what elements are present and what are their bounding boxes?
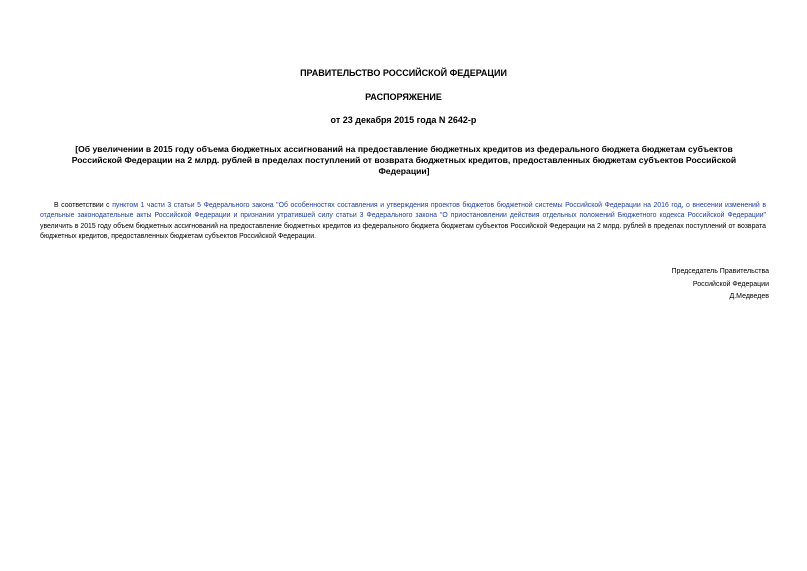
document-date: от 23 декабря 2015 года N 2642-р [330, 115, 477, 125]
signature-block [672, 266, 769, 304]
signature-position: Председатель Правительства [671, 268, 769, 275]
body-suffix: увеличить в 2015 году объем бюджетных ассигнований на предоставление бюджетных кредитов из федерального бюджета бюджетам субъектов Российской Федерации на 2 млрд. рублей в пределах поступлений от возврата бюджетных кредитов, предоставленных бюджетам субъектов Российской Федерации. [40, 222, 766, 241]
signature-name: Д.Медведев [729, 293, 769, 300]
document-subject: [Об увеличении в 2015 году объема бюджетных ассигнований на предоставление бюджетных кредитов из федерального бюджета бюджетам субъектов Российской Федерации на 2 млрд. рублей в пределах поступлений от возврата бюджетных кредитов, предоставленных бюджетам субъектов Российской Федерации] [71, 144, 737, 176]
document-type: РАСПОРЯЖЕНИЕ [365, 92, 442, 102]
document-body-paragraph [40, 201, 766, 243]
law-reference-link[interactable]: пунктом 1 части 3 статьи 5 Федерального закона "Об особенностях составления и утверждения проектов бюджетов бюджетной системы Российской Федерации на 2016 год, о внесении изменений в отдельные законодательные акты Российской Федерации и признании утратившей силу статьи 3 Федерального закона "О приостановлении действия отдельных положений Бюджетного кодекса Российской Федерации" [40, 201, 766, 220]
signature-organization: Российской Федерации [692, 280, 769, 288]
body-prefix: В соответствии с [54, 201, 113, 209]
government-title: ПРАВИТЕЛЬСТВО РОССИЙСКОЙ ФЕДЕРАЦИИ [300, 68, 507, 78]
